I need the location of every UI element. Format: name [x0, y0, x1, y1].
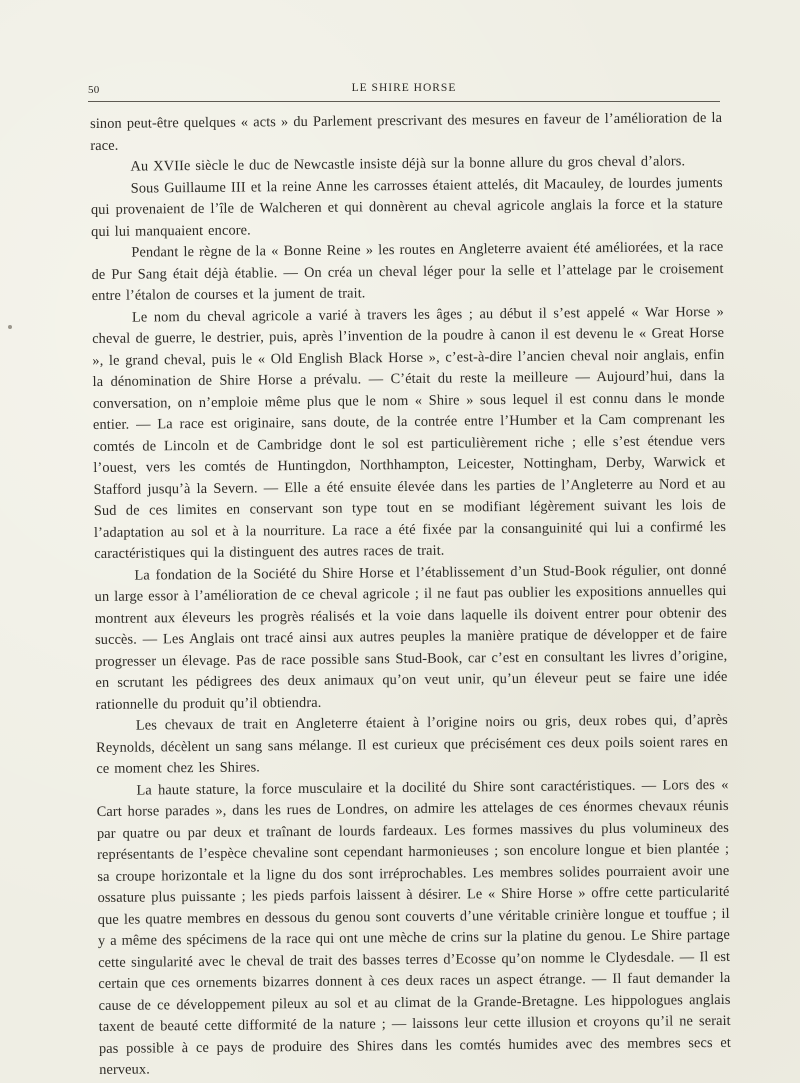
paragraph-8: La haute stature, la force musculaire et la docilité du Shire sont caractéristiques. — Lors des « Cart horse parades », dans les rues de Londres, on admire les attelages de ces énormes chevaux réunis par quatre ou par deux et traînant de lourds fardeaux. Les formes massives du plus volumineux des représentants de l’espèce chevaline sont cependant harmonieuses ; son encolure longue et bien plantée ; sa croupe horizontale et la ligne du dos sont irréprochables. Les membres solides pourraient avoir une ossature plus puissante ; les pieds parfois laissent à désirer. Le « Shire Horse » offre cette particularité que les quatre membres en dessous du genou sont couverts d’une véritable crinière longue et touffue ; il y a même des spécimens de la race qui ont une mèche de crins sur la platine du genou. Le Shire partage cette singularité avec le cheval de trait des basses terres d’Ecosse qu’on nomme le Clydesdale. — Il est certain que ces ornements bizarres donnent à ces deux races un aspect étrange. — Il faut demander la cause de ce développement pileux au sol et au climat de la Grande-Bretagne. Les hippologues anglais taxent de beauté cette difformité de la nature ; — laissons leur cette illusion et croyons qu’il ne serait pas possible à ce pays de produire des Shires dans les comtés humides avec des membres secs et nerveux.	[96, 776, 732, 1078]
paper-speck	[8, 325, 12, 329]
header-rule	[88, 101, 720, 102]
running-title: LE SHIRE HORSE	[351, 82, 457, 94]
page-number: 50	[88, 84, 100, 96]
page-header	[88, 80, 720, 100]
body-text	[90, 108, 731, 1082]
paragraph-1: sinon peut-être quelques « acts » du Parlement prescrivant des mesures en faveur de l’amélioration de la race.	[90, 109, 723, 154]
paragraph-6: La fondation de la Société du Shire Horse et l’établissement d’un Stud-Book régulier, ont donné un large essor à l’amélioration de ce cheval agricole ; il ne faut pas oublier les expositions annuelles qui montrent aux éleveurs les progrès réalisés et la voie dans laquelle ils doivent entrer pour obtenir des succès. — Les Anglais ont tracé ainsi aux autres peuples la manière pratique de développer et de faire progresser un élevage. Pas de race possible sans Stud-Book, car c’est en consultant les livres d’origine, en scrutant les pédigrees des deux animaux qu’on veut unir, qu’un éleveur peut se faire une idée rationnelle du produit qu’il obtiendra.	[94, 561, 728, 713]
paragraph-2: Au XVIIe siècle le duc de Newcastle insiste déjà sur la bonne allure du gros cheval d’alors.	[130, 153, 686, 175]
paragraph-4: Pendant le règne de la « Bonne Reine » les routes en Angleterre avaient été améliorées, et la race de Pur Sang était déjà établie. — On créa un cheval léger pour la selle et l’attelage par le croisement entre l’étalon de courses et la jument de trait.	[91, 238, 724, 304]
paragraph-7: Les chevaux de trait en Angleterre étaient à l’origine noirs ou gris, deux robes qui, d’après Reynolds, décèlent un sang sans mélange. Il est curieux que précisément ces deux poils soient rares en ce moment chez les Shires.	[96, 711, 729, 777]
paragraph-5: Le nom du cheval agricole a varié à travers les âges ; au début il s’est appelé « War Horse » cheval de guerre, le destrier, puis, après l’invention de la poudre à canon il est devenu le « Great Horse », le grand cheval, puis le « Old English Black Horse », c’est-à-dire l’ancien cheval noir anglais, enfin la dénomination de Shire Horse a prévalu. — C’était du reste la meilleure — Aujourd’hui, dans la conversation, on n’emploie même plus que le nom « Shire » sous lequel il est connu dans le monde entier. — La race est originaire, sans doute, de la contrée entre l’Humber et la Cam comprenant les comtés de Lincoln et de Cambridge dont le sol est particulièrement riche ; elle s’est étendue vers l’ouest, vers les comtés de Huntingdon, Northhampton, Leicester, Nottingham, Derby, Warwick et Stafford jusqu’à la Severn. — Elle a été ensuite élevée dans les parties de l’Angleterre au Nord et au Sud de ces limites en conservant son type tout en se modifiant légèrement suivant les lois de l’adaptation au sol et à la nourriture. La race a été fixée par la consanguinité qui lui a confirmé les caractéristiques qui la distinguent des autres races de trait.	[92, 303, 727, 562]
paragraph-3: Sous Guillaume III et la reine Anne les carrosses étaient attelés, dit Macauley, de lourdes juments qui provenaient de l’île de Walcheren et qui donnèrent au cheval agricole anglais la force et la stature qui lui manquaient encore.	[90, 174, 723, 240]
